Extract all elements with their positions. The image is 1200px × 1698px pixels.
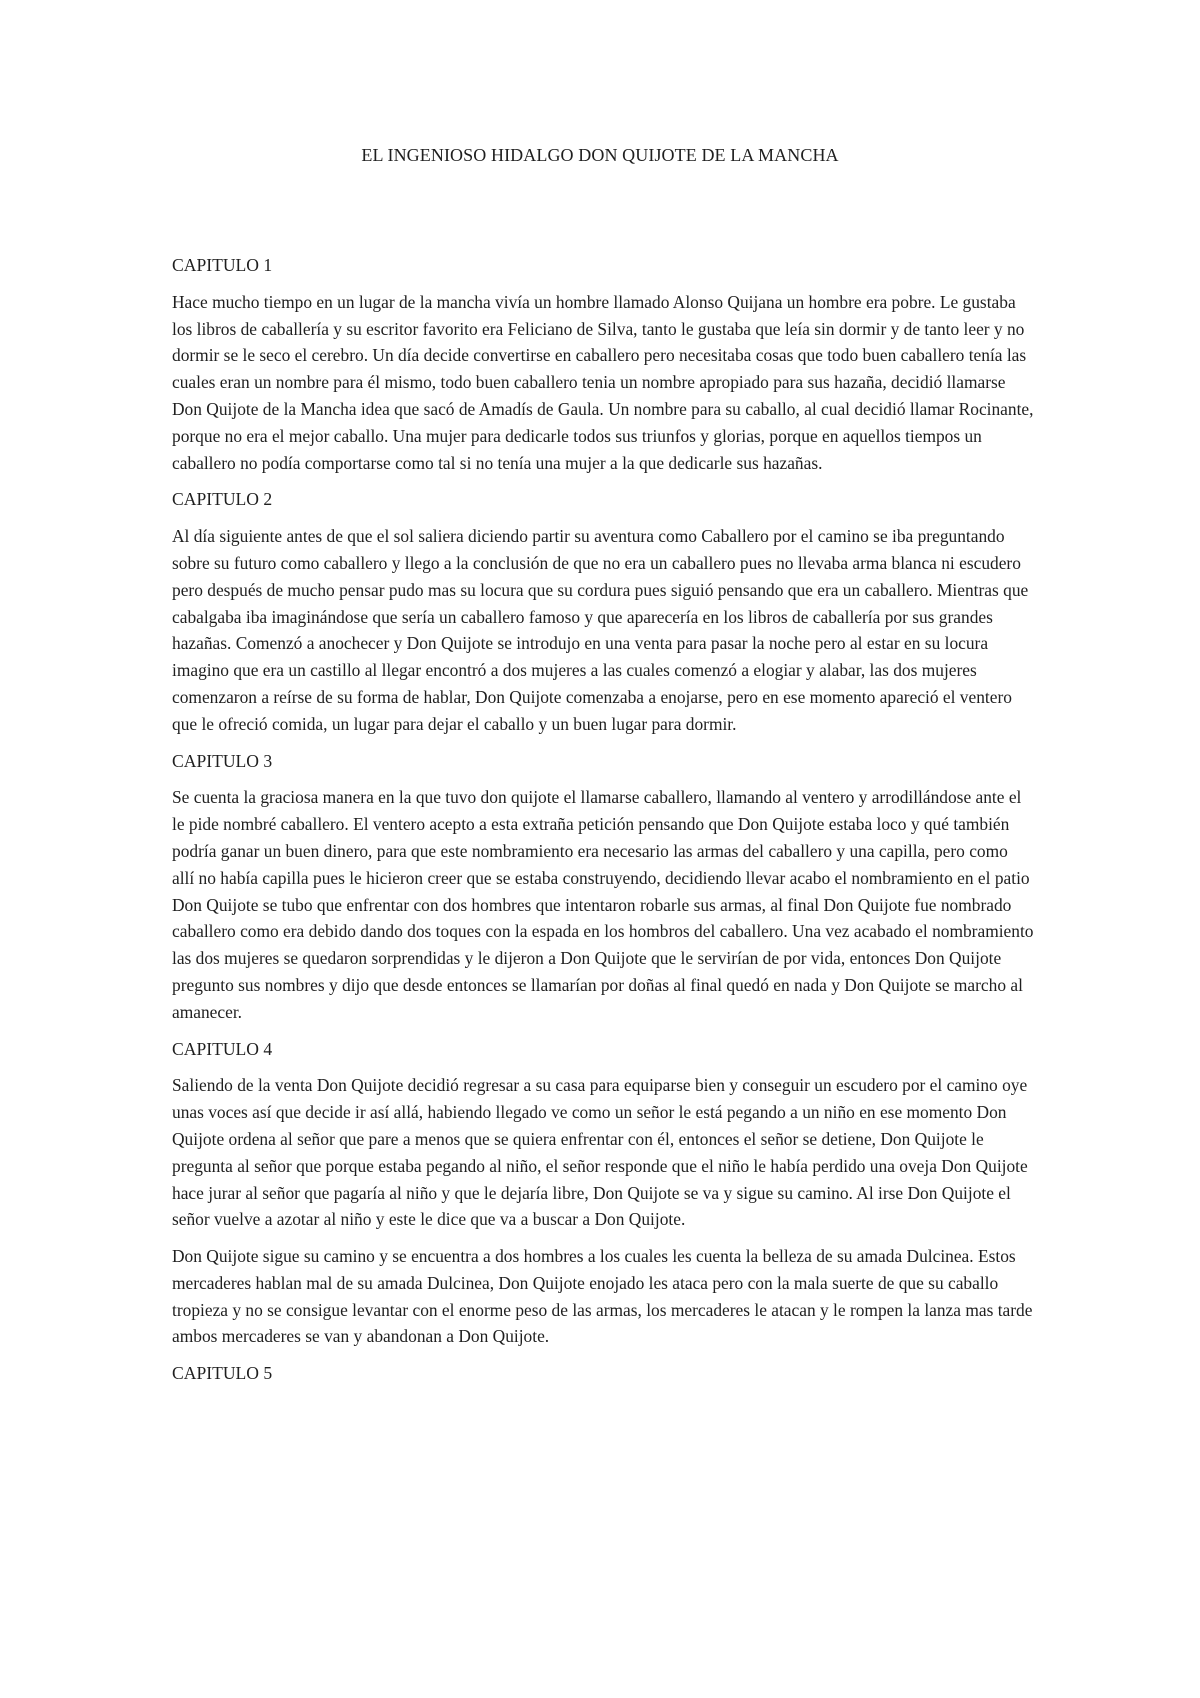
chapter-1 — [172, 252, 1034, 476]
chapter-heading: CAPITULO 4 — [172, 1038, 273, 1059]
chapter-paragraph: Se cuenta la graciosa manera en la que tuvo don quijote el llamarse caballero, llamando al ventero y arrodillándose ante el le pide nombré caballero. El ventero acepto a esta extraña petición pensando que Don Quijote estaba loco y qué también podría ganar un buen dinero, para que este nombramiento era necesario las armas del caballero y una capilla, pero como allí no había capilla pues le hicieron creer que se estaba construyendo, decidiendo llevar acabo el nombramiento en el patio Don Quijote se tubo que enfrentar con dos hombres que intentaron robarle sus armas, al final Don Quijote fue nombrado caballero como era debido dando dos toques con la espada en los hombros del caballero. Una vez acabado el nombramiento las dos mujeres se quedaron sorprendidas y le dijeron a Don Quijote que le servirían de por vida, entonces Don Quijote pregunto sus nombres y dijo que desde entonces se llamarían por doñas al final quedó en nada y Don Quijote se marcho al amanecer. — [172, 787, 1034, 1022]
chapter-heading: CAPITULO 3 — [172, 750, 273, 771]
chapter-paragraph: Hace mucho tiempo en un lugar de la mancha vivía un hombre llamado Alonso Quijana un hombre era pobre. Le gustaba los libros de caballería y su escritor favorito era Feliciano de Silva, tanto le gustaba que leía sin dormir y de tanto leer y no dormir se le seco el cerebro. Un día decide convertirse en caballero pero necesitaba cosas que todo buen caballero tenía las cuales eran un nombre para él mismo, todo buen caballero tenia un nombre apropiado para sus hazaña, decidió llamarse Don Quijote de la Mancha idea que sacó de Amadís de Gaula. Un nombre para su caballo, al cual decidió llamar Rocinante, porque no era el mejor caballo. Una mujer para dedicarle todos sus triunfos y glorias, porque en aquellos tiempos un caballero no podía comportarse como tal si no tenía una mujer a la que dedicarle sus hazañas. — [172, 291, 1034, 473]
chapter-paragraph: Saliendo de la venta Don Quijote decidió regresar a su casa para equiparse bien y conseguir un escudero por el camino oye unas voces así que decide ir así allá, habiendo llegado ve como un señor le está pegando a un niño en ese momento Don Quijote ordena al señor que pare a menos que se quiera enfrentar con él, entonces el señor se detiene, Don Quijote le pregunta al señor que porque estaba pegando al niño, el señor responde que el niño le había perdido una oveja Don Quijote hace jurar al señor que pagaría al niño y que le dejaría libre, Don Quijote se va y sigue su camino. Al irse Don Quijote el señor vuelve a azotar al niño y este le dice que va a buscar a Don Quijote. — [172, 1075, 1028, 1230]
document-body — [172, 252, 1034, 1397]
document-title: EL INGENIOSO HIDALGO DON QUIJOTE DE LA MANCHA — [361, 145, 839, 165]
chapter-4 — [172, 1036, 1034, 1351]
chapter-2 — [172, 486, 1034, 737]
chapter-5 — [172, 1360, 1034, 1387]
chapter-heading: CAPITULO 2 — [172, 489, 273, 510]
chapter-paragraph: Don Quijote sigue su camino y se encuentra a dos hombres a los cuales les cuenta la belleza de su amada Dulcinea. Estos mercaderes hablan mal de su amada Dulcinea, Don Quijote enojado les ataca pero con la mala suerte de que su caballo tropieza y no se consigue levantar con el enorme peso de las armas, los mercaderes le atacan y le rompen la lanza mas tarde ambos mercaderes se van y abandonan a Don Quijote. — [172, 1246, 1033, 1347]
chapter-heading: CAPITULO 1 — [172, 255, 273, 275]
chapter-paragraph: Al día siguiente antes de que el sol saliera diciendo partir su aventura como Caballero por el camino se iba preguntando sobre su futuro como caballero y llego a la conclusión de que no era un caballero pues no llevaba arma blanca ni escudero pero después de mucho pensar pudo mas su locura que su cordura pues siguió pensando que era un caballero. Mientras que cabalgaba iba imaginándose que sería un caballero famoso y que aparecería en los libros de caballería por sus grandes hazañas. Comenzó a anochecer y Don Quijote se introdujo en una venta para pasar la noche pero al estar en su locura imagino que era un castillo al llegar encontró a dos mujeres a las cuales comenzó a elogiar y alabar, las dos mujeres comenzaron a reírse de su forma de hablar, Don Quijote comenzaba a enojarse, pero en ese momento apareció el ventero que le ofreció comida, un lugar para dejar el caballo y un buen lugar para dormir. — [172, 526, 1029, 734]
chapter-3 — [172, 748, 1034, 1026]
chapter-heading: CAPITULO 5 — [172, 1363, 273, 1384]
